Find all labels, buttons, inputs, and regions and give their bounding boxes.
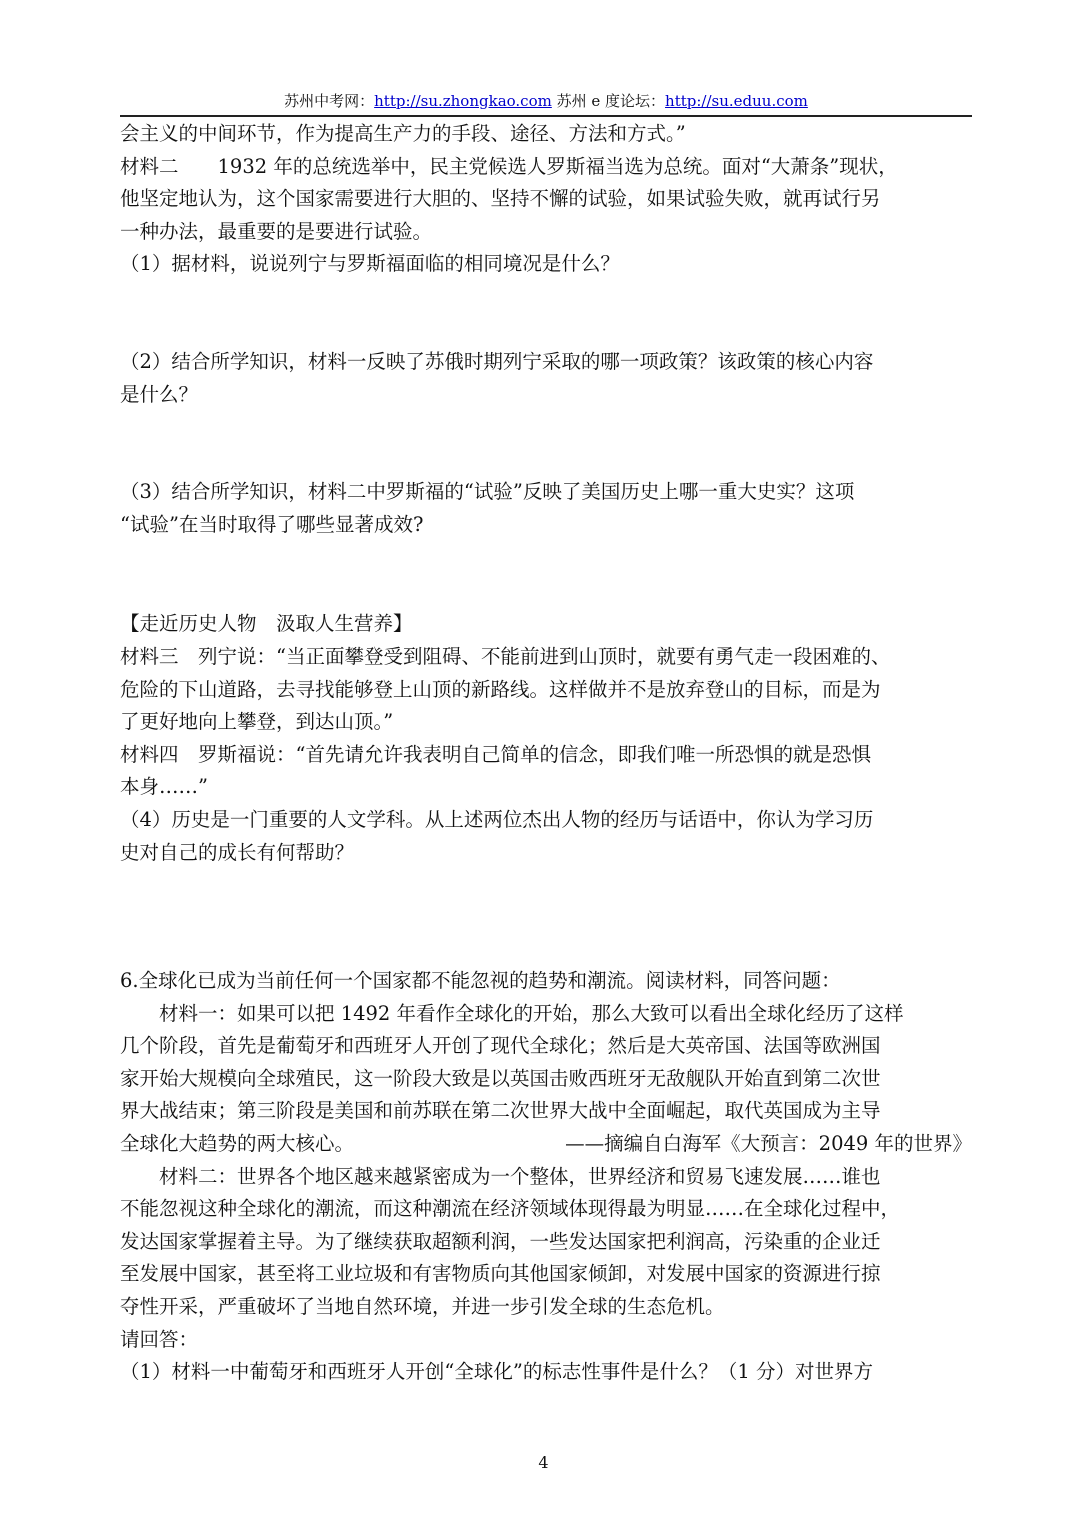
text-line: 至发展中国家，甚至将工业垃圾和有害物质向其他国家倾卸，对发展中国家的资源进行掠 [120, 1262, 881, 1286]
text-line: 材料二：世界各个地区越来越紧密成为一个整体，世界经济和贸易飞速发展……谁也 [159, 1164, 881, 1188]
text-line: 界大战结束；第三阶段是美国和前苏联在第二次世界大战中全面崛起，取代英国成为主导 [120, 1099, 881, 1123]
text-line: 夺性开采，严重破坏了当地自然环境，并进一步引发全球的生态危机。 [120, 1295, 725, 1319]
site2-link[interactable]: http://su.eduu.com [665, 92, 808, 110]
document-body [120, 118, 972, 1389]
answer-space [120, 281, 972, 346]
section-heading: 【走近历史人物 汲取人生营养】 [120, 612, 413, 636]
text-line: 几个阶段，首先是葡萄牙和西班牙人开创了现代全球化；然后是大英帝国、法国等欧洲国 [120, 1034, 881, 1058]
text-fragment: 全球化大趋势的两大核心。 [120, 1132, 355, 1156]
question-3: （3）结合所学知识，材料二中罗斯福的“试验”反映了美国历史上哪一重大史实？这项 [120, 480, 855, 504]
text-line: 他坚定地认为，这个国家需要进行大胆的、坚持不懈的试验，如果试验失败，就再试行另 [120, 187, 881, 211]
answer-space [120, 869, 972, 965]
site1-link[interactable]: http://su.zhongkao.com [374, 92, 552, 110]
page-header [120, 90, 972, 112]
question-4: （4）历史是一门重要的人文学科。从上述两位杰出人物的经历与话语中，你认为学习历 [120, 807, 874, 831]
question-1: （1）据材料，说说列宁与罗斯福面临的相同境况是什么？ [120, 252, 620, 276]
site1-label: 苏州中考网： [284, 92, 375, 110]
text-line: 请回答： [120, 1327, 199, 1351]
text-line: 材料三 列宁说：“当正面攀登受到阻碍、不能前进到山顶时，就要有勇气走一段困难的、 [120, 644, 891, 668]
question-6-1: （1）材料一中葡萄牙和西班牙人开创“全球化”的标志性事件是什么？（1 分）对世界方 [120, 1360, 873, 1384]
question-6-stem: 6.全球化已成为当前任何一个国家都不能忽视的趋势和潮流。阅读材料，同答问题： [120, 969, 841, 993]
text-line: 一种办法，最重要的是要进行试验。 [120, 219, 433, 243]
text-line: “试验”在当时取得了哪些显著成效? [120, 512, 424, 536]
text-line: 了更好地向上攀登，到达山顶。” [120, 710, 394, 734]
question-2: （2）结合所学知识，材料一反映了苏俄时期列宁采取的哪一项政策？该政策的核心内容 [120, 349, 874, 373]
text-line: 不能忽视这种全球化的潮流，而这种潮流在经济领域体现得最为明显……在全球化过程中， [120, 1197, 901, 1221]
text-line: 材料一：如果可以把 1492 年看作全球化的开始，那么大致可以看出全球化经历了这样 [159, 1001, 904, 1025]
text-line: 史对自己的成长有何帮助？ [120, 840, 355, 864]
text-line: 材料四 罗斯福说：“首先请允许我表明自己简单的信念，即我们唯一所恐惧的就是恐惧 [120, 742, 871, 766]
text-line: 发达国家掌握着主导。为了继续获取超额利润，一些发达国家把利润高，污染重的企业迁 [120, 1229, 881, 1253]
site2-label: 苏州 e 度论坛： [556, 92, 666, 110]
header-rule [120, 115, 972, 117]
text-line: 危险的下山道路，去寻找能够登上山顶的新路线。这样做并不是放弃登山的目标，而是为 [120, 677, 881, 701]
text-line: 本身……” [120, 775, 208, 799]
text-line: 材料二 1932 年的总统选举中，民主党候选人罗斯福当选为总统。面对“大萧条”现状， [120, 154, 898, 178]
text-line-with-citation [120, 1128, 972, 1161]
text-line: 会主义的中间环节，作为提高生产力的手段、途径、方法和方式。” [120, 122, 686, 145]
page-number: 4 [538, 1453, 549, 1472]
answer-space [120, 541, 972, 608]
citation: ——摘编自白海军《大预言：2049 年的世界》 [565, 1132, 972, 1156]
text-line: 是什么？ [120, 382, 199, 406]
answer-space [120, 411, 972, 476]
text-line: 家开始大规模向全球殖民，这一阶段大致是以英国击败西班牙无敌舰队开始直到第二次世 [120, 1066, 881, 1090]
